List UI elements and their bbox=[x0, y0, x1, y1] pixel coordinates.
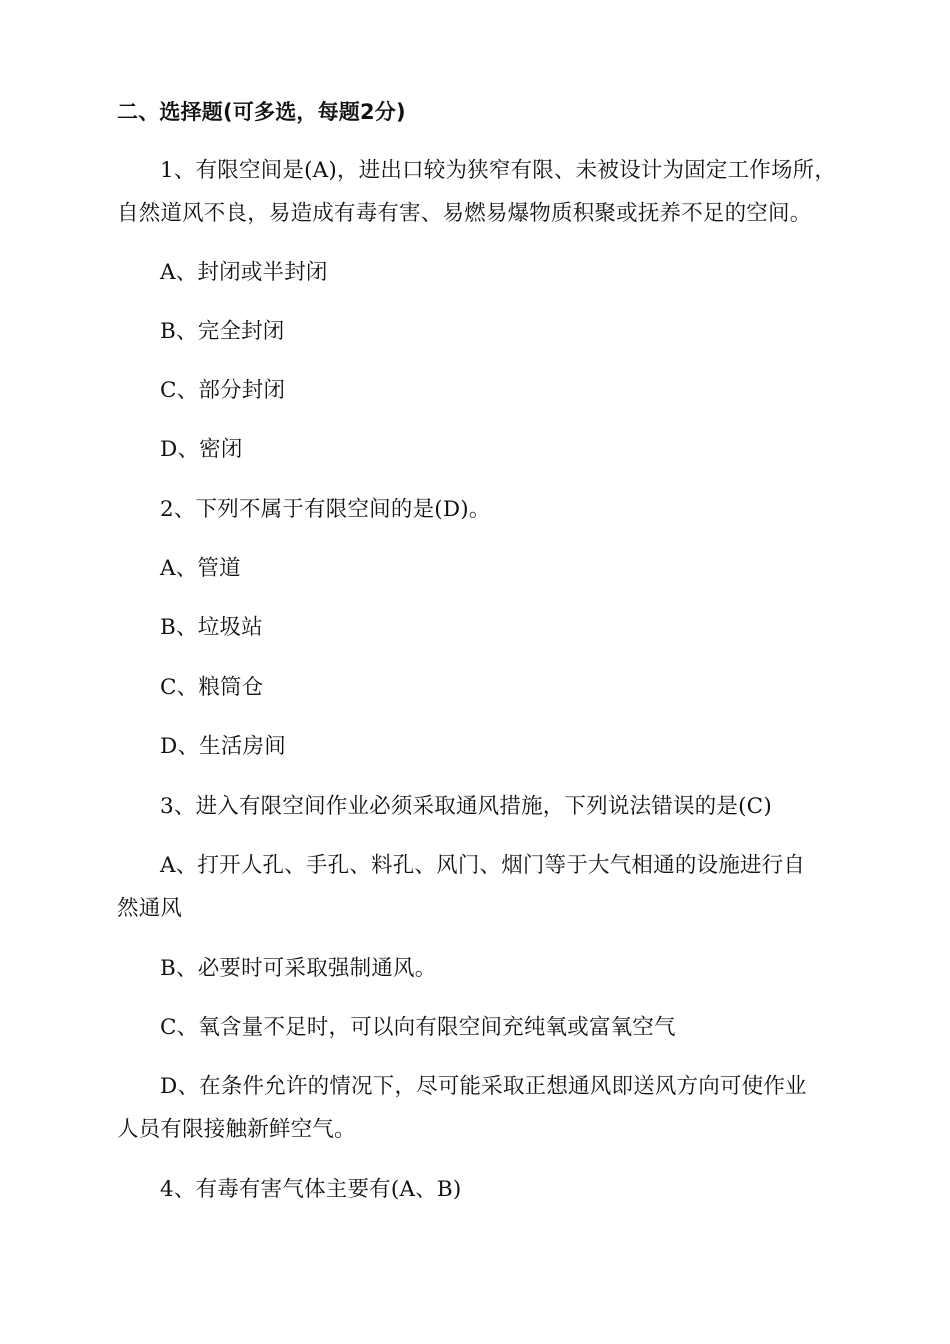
question-1-option-c: C、部分封闭 bbox=[160, 378, 286, 403]
question-3-option-d-line-2: 人员有限接触新鲜空气。 bbox=[117, 1117, 356, 1142]
question-3-option-d-line-1: D、在条件允许的情况下，尽可能采取正想通风即送风方向可使作业 bbox=[160, 1074, 807, 1099]
question-3-option-a-line-2: 然通风 bbox=[117, 896, 183, 921]
question-3-option-b: B、必要时可采取强制通风。 bbox=[160, 956, 437, 981]
section-heading: 二、选择题(可多选，每题2分) bbox=[117, 100, 406, 124]
question-3-option-c: C、氧含量不足时，可以向有限空间充纯氧或富氧空气 bbox=[160, 1015, 676, 1040]
question-2-option-b: B、垃圾站 bbox=[160, 615, 263, 640]
question-1-stem-line-1: 1、有限空间是(A)，进出口较为狭窄有限、未被设计为固定工作场所， bbox=[160, 158, 837, 183]
question-1-stem-line-2: 自然道风不良，易造成有毒有害、易燃易爆物质积聚或抚养不足的空间。 bbox=[117, 201, 812, 226]
question-3-stem: 3、进入有限空间作业必须采取通风措施，下列说法错误的是(C) bbox=[160, 794, 772, 819]
question-3-option-a-line-1: A、打开人孔、手孔、料孔、风门、烟门等于大气相通的设施进行自 bbox=[160, 853, 806, 878]
question-2-option-a: A、管道 bbox=[160, 556, 241, 581]
question-2-option-c: C、粮筒仓 bbox=[160, 675, 264, 700]
question-1-option-d: D、密闭 bbox=[160, 437, 243, 462]
question-2-option-d: D、生活房间 bbox=[160, 734, 286, 759]
question-1-option-b: B、完全封闭 bbox=[160, 319, 285, 344]
question-1-option-a: A、封闭或半封闭 bbox=[160, 260, 328, 285]
question-2-stem: 2、下列不属于有限空间的是(D)。 bbox=[160, 497, 491, 522]
question-4-stem: 4、有毒有害气体主要有(A、B) bbox=[160, 1177, 462, 1202]
